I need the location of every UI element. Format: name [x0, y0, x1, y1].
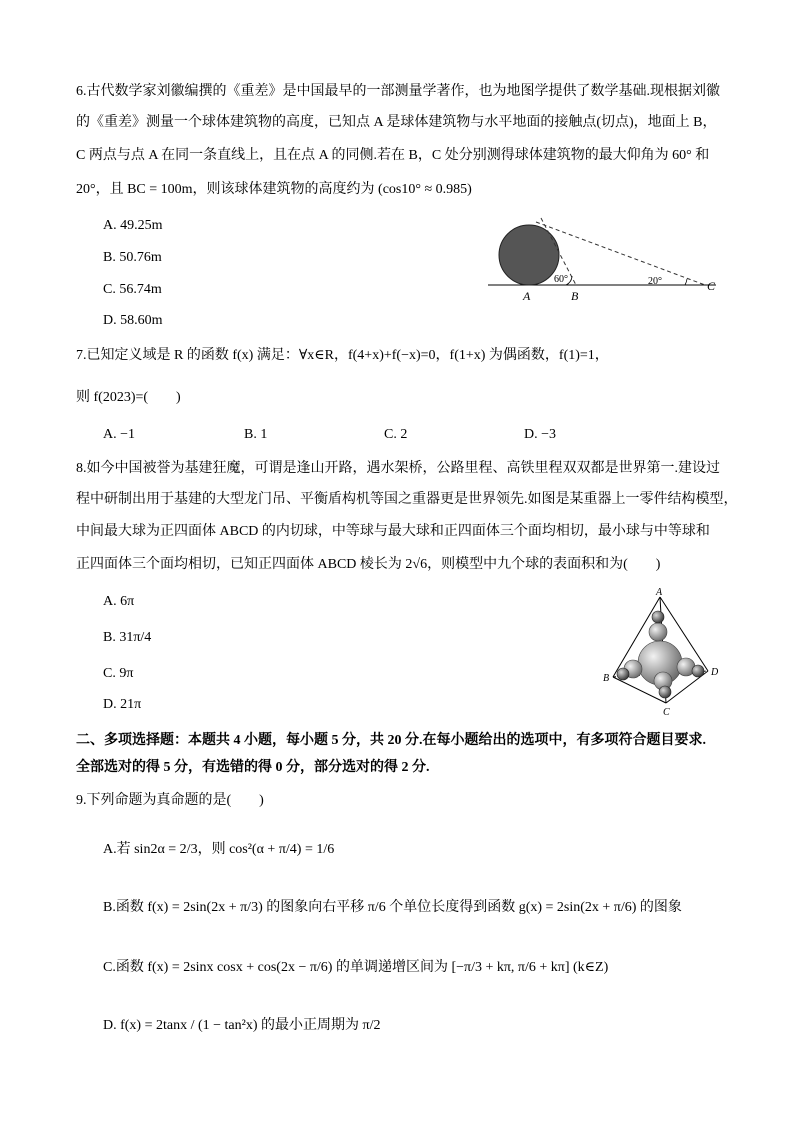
- section-2-heading: 二、多项选择题：本题共 4 小题，每小题 5 分，共 20 分.在每小题给出的选项中，有多项符合题目要求.: [76, 733, 706, 748]
- q6-angle-60: 60°: [554, 274, 568, 285]
- q6-line-4: 20°，且 BC = 100m，则该球体建筑物的高度约为 (cos10° ≈ 0.985): [76, 182, 472, 197]
- q9-option-b: B.函数 f(x) = 2sin(2x + π/3) 的图象向右平移 π/6 个单位长度得到函数 g(x) = 2sin(2x + π/6) 的图象: [103, 900, 682, 915]
- q8-option-c: C. 9π: [103, 666, 134, 681]
- q6-option-c: C. 56.74m: [103, 282, 162, 297]
- q8-label-a: A: [656, 587, 663, 598]
- q9-option-c: C.函数 f(x) = 2sinx cosx + cos(2x − π/6) 的单调递增区间为 [−π/3 + kπ, π/6 + kπ] (k∈Z): [103, 960, 609, 975]
- q8-option-d: D. 21π: [103, 697, 142, 712]
- q9-stem: 9.下列命题为真命题的是( ): [76, 793, 264, 808]
- sphere: [499, 225, 559, 285]
- q6-label-c: C: [707, 279, 716, 293]
- q8-label-c: C: [663, 707, 670, 718]
- q6-line-2: 的《重差》测量一个球体建筑物的高度，已知点 A 是球体建筑物与水平地面的接触点(切点)，地面上 B，: [76, 115, 717, 130]
- q8-line-1: 8.如今中国被誉为基建狂魔，可谓是逢山开路，遇水架桥，公路里程、高铁里程双双都是世界第一.建设过: [76, 461, 720, 476]
- section-2-rules: 全部选对的得 5 分，有选错的得 0 分，部分选对的得 2 分.: [76, 760, 430, 775]
- q9-option-a: A.若 sin2α = 2/3，则 cos²(α + π/4) = 1/6: [103, 842, 335, 857]
- q6-option-b: B. 50.76m: [103, 250, 162, 265]
- q7-option-b: B. 1: [244, 427, 268, 442]
- q6-line-1: 6.古代数学家刘徽编撰的《重差》是中国最早的一部测量学著作，也为地图学提供了数学基础.现根据刘徽: [76, 84, 720, 99]
- q7-line-1: 7.已知定义域是 R 的函数 f(x) 满足：∀x∈R，f(4+x)+f(−x)=0，f(1+x) 为偶函数，f(1)=1，: [76, 348, 609, 363]
- q8-option-a: A. 6π: [103, 594, 135, 609]
- q6-label-b: B: [571, 289, 579, 303]
- q8-option-b: B. 31π/4: [103, 630, 152, 645]
- q7-option-a: A. −1: [103, 427, 136, 442]
- q8-line-4: 正四面体三个面均相切，已知正四面体 ABCD 棱长为 2√6，则模型中九个球的表面积和为( ): [76, 557, 661, 572]
- q8-label-b: B: [603, 673, 610, 684]
- q8-line-3: 中间最大球为正四面体 ABCD 的内切球，中等球与最大球和正四面体三个面均相切，最小球与中等球和: [76, 524, 710, 539]
- q6-sphere-figure: [480, 210, 730, 310]
- q8-tetrahedron-figure: [598, 585, 728, 720]
- q6-option-a: A. 49.25m: [103, 218, 163, 233]
- q6-angle-20: 20°: [648, 276, 662, 287]
- q6-line-3: C 两点与点 A 在同一条直线上，且在点 A 的同侧.若在 B，C 处分别测得球体建筑物的最大仰角为 60° 和: [76, 148, 710, 163]
- q7-option-c: C. 2: [384, 427, 408, 442]
- q9-option-d: D. f(x) = 2tanx / (1 − tan²x) 的最小正周期为 π/2: [103, 1018, 381, 1033]
- q8-label-d: D: [711, 667, 719, 678]
- q6-label-a: A: [523, 289, 531, 303]
- q6-option-d: D. 58.60m: [103, 313, 163, 328]
- q8-line-2: 程中研制出用于基建的大型龙门吊、平衡盾构机等国之重器更是世界领先.如图是某重器上一零件结构模型，: [76, 492, 738, 507]
- q7-option-d: D. −3: [524, 427, 557, 442]
- q7-line-2: 则 f(2023)=( ): [76, 390, 181, 405]
